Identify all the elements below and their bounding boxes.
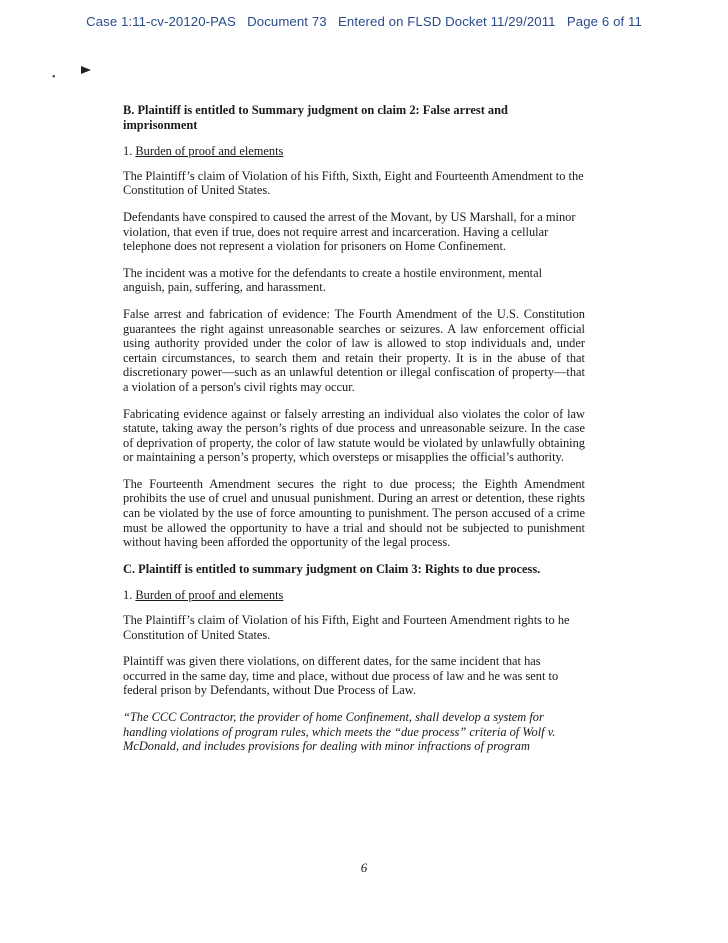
paragraph: The Plaintiff’s claim of Violation of his Fifth, Eight and Fourteen Amendment rights to he Constitution of United States. — [123, 613, 570, 642]
header-case-number: Case 1:11-cv-20120-PAS — [86, 14, 236, 29]
paragraph: The incident was a motive for the defendants to create a hostile environment, mental anguish, pain, suffering, and harassment. — [123, 265, 543, 295]
page-number: 6 — [360, 860, 368, 875]
paragraph: Fabricating evidence against or falsely arresting an individual also violates the color of law statute, taking away the person’s rights of due process and unreasonable seizure. In the case of deprivation of property, the color of law statute would be violated by unlawfully obtaining or maintaining a person’s property, which oversteps or misapplies the official’s authority. — [123, 406, 585, 465]
section-b-subheading — [123, 144, 585, 159]
paragraph: The Fourteenth Amendment secures the right to due process; the Eighth Amendment prohibits the use of cruel and unusual punishment. During an arrest or detention, these rights can be violated by the use of force amounting to punishment. The person accused of a crime must be allowed the opportunity to have a trial and should not be subjected to punishment without having been afforded the opportunity of the legal process. — [123, 476, 585, 550]
section-c-heading: C. Plaintiff is entitled to summary judgment on Claim 3: Rights to due process. — [123, 561, 541, 576]
arrow-marker-icon — [81, 66, 91, 74]
paragraph: Defendants have conspired to caused the arrest of the Movant, by US Marshall, for a minor violation, that even if true, does not require arrest and incarceration. Having a cellular telephone does not represent a violation for prisoners on Home Confinement. — [123, 209, 576, 254]
quote-paragraph: “The CCC Contractor, the provider of home Confinement, shall develop a system for handling violations of program rules, which meets the “due process” criteria of Wolf v. McDonald, and includes provisions for dealing with minor infractions of program — [123, 710, 556, 754]
header-entered-date: Entered on FLSD Docket 11/29/2011 — [338, 14, 556, 29]
docket-header — [0, 14, 728, 29]
paragraph: False arrest and fabrication of evidence: The Fourth Amendment of the U.S. Constitution guarantees the right against unreasonable searches or seizures. A law enforcement official using authority provided under the color of law is allowed to stop individuals and, under certain circumstances, to search them and retain their property. It is in the abuse of that discretionary power—such as an unlawful detention or illegal confiscation of property—that a violation of a person's civil rights may occur. — [123, 306, 585, 394]
section-b-heading: B. Plaintiff is entitled to Summary judgment on claim 2: False arrest and imprisonment — [123, 103, 508, 132]
document-body — [123, 103, 585, 766]
section-b-sub-number: 1. — [123, 144, 133, 159]
paragraph: Plaintiff was given there violations, on different dates, for the same incident that has occurred in the same day, time and place, without due process of law and he was sent to federal prison by Defendants, without Due Process of Law. — [123, 654, 559, 698]
scan-mark-dot: • — [52, 72, 56, 83]
header-page-count: Page 6 of 11 — [566, 14, 642, 29]
header-document-number: Document 73 — [247, 14, 327, 29]
section-c-sub-label: Burden of proof and elements — [135, 588, 284, 603]
section-c-subheading — [123, 588, 585, 603]
section-c-sub-number: 1. — [123, 588, 133, 603]
section-b-sub-label: Burden of proof and elements — [135, 144, 284, 159]
paragraph: The Plaintiff’s claim of Violation of his Fifth, Sixth, Eight and Fourteenth Amendment to the Constitution of United States. — [123, 168, 584, 198]
